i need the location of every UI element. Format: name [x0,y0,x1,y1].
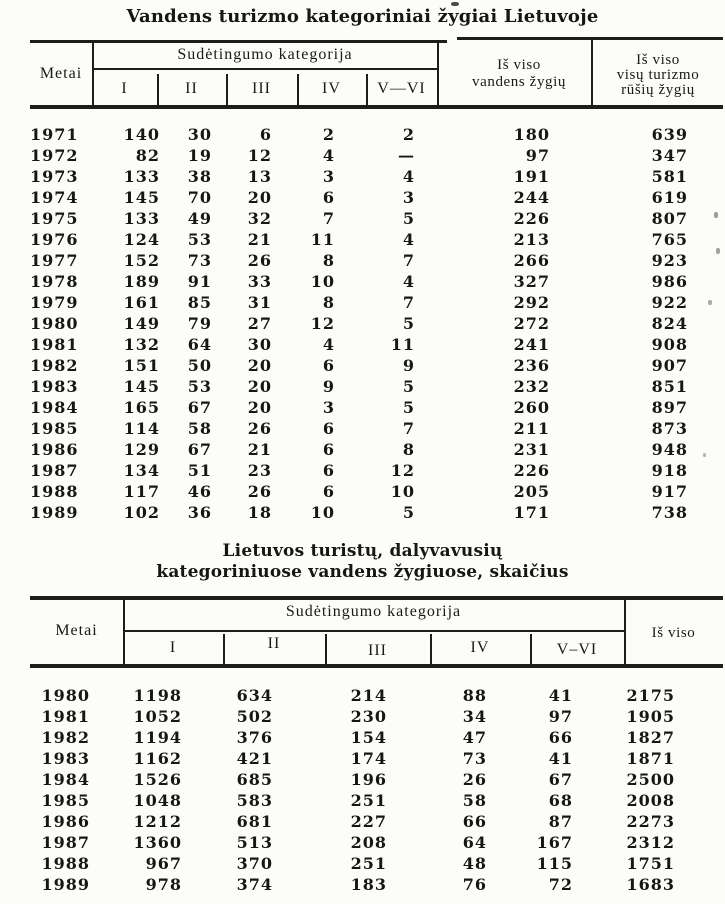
cell-category-5: 5 [402,398,415,417]
cell-category-5: 12 [390,461,415,480]
cell-total-all: 873 [651,419,688,438]
cell-category-4: 3 [322,398,335,417]
cell-category-4: 6 [322,356,335,375]
cell-total-water: 236 [513,356,550,375]
cell-year: 1974 [30,188,79,207]
cell-total-all: 986 [651,272,688,291]
cell-category-1: 82 [135,146,160,165]
cell-year: 1987 [30,461,79,480]
cell-total-all: 581 [651,167,688,186]
cell-category-5: — [398,146,415,165]
cell-category-1: 114 [123,419,160,438]
cell-category-3: 20 [247,377,272,396]
cell-category-1: 1052 [133,707,182,726]
cell-category-1: 165 [123,398,160,417]
cell-category-2: 38 [187,167,212,186]
table-row [0,397,725,418]
table1-total-water-header-line: Iš viso [497,57,541,73]
cell-category-4: 6 [322,188,335,207]
cell-category-5: 9 [402,356,415,375]
cell-total-all: 897 [651,398,688,417]
cell-category-1: 133 [123,167,160,186]
cell-year: 1984 [41,770,90,789]
cell-year: 1980 [41,686,90,705]
cell-category-3: 32 [247,209,272,228]
cell-category-3: 196 [350,770,387,789]
cell-category-3: 30 [247,335,272,354]
cell-category-2: 64 [187,335,212,354]
cell-year: 1973 [30,167,79,186]
cell-category-1: 145 [123,377,160,396]
cell-category-2: 421 [236,749,273,768]
table-row [0,334,725,355]
cell-total-water: 191 [513,167,550,186]
table1-total-water-header-line: vandens žygių [471,74,567,90]
table1-subcolumn-header: V—VI [377,80,426,97]
cell-year: 1988 [41,854,90,873]
cell-category-3: 214 [350,686,387,705]
table-row [0,313,725,334]
cell-total: 2175 [626,686,675,705]
cell-category-5: 5 [402,209,415,228]
cell-category-4: 88 [462,686,487,705]
cell-category-5: 87 [548,812,573,831]
cell-category-2: 58 [187,419,212,438]
table-row [0,748,725,769]
cell-category-4: 4 [322,335,335,354]
cell-total-water: 241 [513,335,550,354]
scan-artifact [716,248,720,254]
cell-category-4: 6 [322,419,335,438]
cell-category-4: 58 [462,791,487,810]
scan-artifact [451,2,459,6]
table1-title: Vandens turizmo kategoriniai žygiai Lietuvoje [126,6,599,27]
table1-category-group-header: Sudėtingumo kategorija [177,46,353,63]
table-row [0,874,725,895]
cell-total-all: 639 [651,125,688,144]
cell-category-3: 26 [247,419,272,438]
cell-total: 2312 [626,833,675,852]
scan-artifact [703,453,706,457]
cell-total: 2273 [626,812,675,831]
cell-total-water: 226 [513,461,550,480]
cell-category-2: 19 [187,146,212,165]
table2-subcolumn-header: III [368,642,387,659]
cell-total-all: 908 [651,335,688,354]
cell-category-3: 33 [247,272,272,291]
cell-total-water: 260 [513,398,550,417]
table-row [0,166,725,187]
cell-total-all: 948 [651,440,688,459]
cell-category-4: 26 [462,770,487,789]
cell-category-4: 4 [322,146,335,165]
table1-total-all-header-line: visų turizmo [616,67,700,83]
cell-total-water: 213 [513,230,550,249]
cell-category-4: 6 [322,461,335,480]
cell-total-water: 205 [513,482,550,501]
cell-year: 1989 [30,503,79,522]
table1-top-border-right [457,37,723,40]
cell-category-5: 41 [548,749,573,768]
cell-category-5: 4 [402,272,415,291]
table-row [0,853,725,874]
cell-total-water: 272 [513,314,550,333]
cell-category-2: 374 [236,875,273,894]
table-row [0,292,725,313]
cell-category-5: 67 [548,770,573,789]
cell-category-4: 47 [462,728,487,747]
cell-category-1: 129 [123,440,160,459]
cell-total-all: 917 [651,482,688,501]
cell-category-2: 53 [187,377,212,396]
table-row [0,376,725,397]
cell-category-4: 7 [322,209,335,228]
table-row [0,124,725,145]
cell-category-5: 97 [548,707,573,726]
cell-category-5: 7 [402,251,415,270]
table-row [0,145,725,166]
cell-total-water: 97 [525,146,550,165]
cell-category-3: 230 [350,707,387,726]
cell-category-2: 681 [236,812,273,831]
cell-total-water: 266 [513,251,550,270]
cell-total-all: 347 [651,146,688,165]
table2-subcolumn-header: IV [470,639,490,656]
cell-category-1: 132 [123,335,160,354]
cell-category-2: 79 [187,314,212,333]
cell-category-5: 72 [548,875,573,894]
cell-category-3: 21 [247,230,272,249]
cell-category-3: 20 [247,356,272,375]
table-row [0,727,725,748]
cell-category-4: 64 [462,833,487,852]
cell-total-water: 292 [513,293,550,312]
table1-subcolumn-header: III [252,80,271,97]
cell-category-5: 5 [402,503,415,522]
cell-category-4: 48 [462,854,487,873]
cell-category-3: 31 [247,293,272,312]
table-row [0,706,725,727]
table-row [0,439,725,460]
cell-category-2: 634 [236,686,273,705]
cell-total-water: 231 [513,440,550,459]
cell-category-5: 41 [548,686,573,705]
table2-subcolumn-header: I [169,639,177,656]
cell-category-4: 66 [462,812,487,831]
cell-year: 1978 [30,272,79,291]
cell-category-4: 8 [322,293,335,312]
cell-total-all: 851 [651,377,688,396]
cell-category-5: 68 [548,791,573,810]
table-row [0,811,725,832]
cell-year: 1971 [30,125,79,144]
cell-category-2: 70 [187,188,212,207]
cell-category-5: 5 [402,377,415,396]
cell-category-1: 1198 [133,686,182,705]
table2-header-bottom-border [30,664,723,668]
cell-category-1: 102 [123,503,160,522]
cell-category-4: 8 [322,251,335,270]
cell-category-4: 76 [462,875,487,894]
cell-category-1: 1162 [133,749,182,768]
table-row [0,250,725,271]
cell-category-1: 1212 [133,812,182,831]
cell-year: 1977 [30,251,79,270]
cell-total-water: 232 [513,377,550,396]
cell-category-1: 1360 [133,833,182,852]
cell-category-5: 11 [390,335,415,354]
cell-category-5: 4 [402,230,415,249]
cell-year: 1987 [41,833,90,852]
cell-category-5: 7 [402,293,415,312]
cell-total: 1871 [626,749,675,768]
cell-total-water: 171 [513,503,550,522]
table-row [0,355,725,376]
cell-category-2: 583 [236,791,273,810]
cell-year: 1983 [30,377,79,396]
cell-total: 2500 [626,770,675,789]
cell-category-4: 6 [322,482,335,501]
table2-body [0,685,725,895]
table1-category-group-underline [94,68,437,70]
table1-subcolumn-header: I [121,80,128,97]
cell-category-1: 117 [123,482,160,501]
table1-header-bottom-border [30,105,723,109]
cell-category-2: 49 [187,209,212,228]
cell-total-all: 738 [651,503,688,522]
cell-year: 1972 [30,146,79,165]
cell-category-4: 12 [310,314,335,333]
cell-category-2: 513 [236,833,273,852]
cell-total-all: 907 [651,356,688,375]
cell-category-5: 4 [402,167,415,186]
cell-category-1: 161 [123,293,160,312]
table-row [0,481,725,502]
cell-category-3: 27 [247,314,272,333]
cell-category-3: 12 [247,146,272,165]
cell-category-3: 251 [350,791,387,810]
table-row [0,271,725,292]
cell-category-4: 10 [310,272,335,291]
cell-category-3: 20 [247,398,272,417]
cell-category-5: 2 [402,125,415,144]
cell-category-5: 5 [402,314,415,333]
cell-category-5: 115 [536,854,573,873]
cell-total-all: 922 [651,293,688,312]
cell-category-1: 1194 [133,728,182,747]
table-row [0,418,725,439]
cell-total: 1683 [626,875,675,894]
cell-category-2: 67 [187,398,212,417]
cell-category-3: 23 [247,461,272,480]
cell-year: 1975 [30,209,79,228]
table-row [0,790,725,811]
cell-total-all: 765 [651,230,688,249]
cell-year: 1976 [30,230,79,249]
table1-body [0,124,725,523]
cell-category-1: 133 [123,209,160,228]
cell-category-2: 73 [187,251,212,270]
cell-category-1: 152 [123,251,160,270]
scan-artifact [708,300,712,305]
table1-year-header: Metai [39,65,83,82]
cell-category-4: 11 [310,230,335,249]
cell-category-4: 2 [322,125,335,144]
cell-total: 1751 [626,854,675,873]
cell-category-1: 967 [145,854,182,873]
cell-category-2: 502 [236,707,273,726]
cell-category-4: 10 [310,503,335,522]
table2-year-header: Metai [55,622,98,639]
cell-category-5: 167 [536,833,573,852]
cell-category-2: 91 [187,272,212,291]
cell-year: 1982 [41,728,90,747]
cell-category-3: 183 [350,875,387,894]
cell-total-water: 327 [513,272,550,291]
cell-category-5: 66 [548,728,573,747]
cell-year: 1984 [30,398,79,417]
cell-category-3: 26 [247,251,272,270]
table2-title-line: kategoriniuose vandens žygiuose, skaičius [156,562,569,582]
cell-year: 1982 [30,356,79,375]
cell-total: 1827 [626,728,675,747]
cell-category-4: 3 [322,167,335,186]
table1-subcolumn-header: II [185,80,198,97]
cell-category-2: 30 [187,125,212,144]
cell-category-2: 51 [187,461,212,480]
cell-category-1: 134 [123,461,160,480]
table-row [0,502,725,523]
cell-year: 1983 [41,749,90,768]
cell-category-2: 36 [187,503,212,522]
cell-total-all: 918 [651,461,688,480]
cell-category-2: 685 [236,770,273,789]
cell-category-3: 208 [350,833,387,852]
cell-total-water: 226 [513,209,550,228]
cell-year: 1985 [30,419,79,438]
cell-category-1: 140 [123,125,160,144]
cell-category-1: 145 [123,188,160,207]
table-row [0,229,725,250]
cell-year: 1988 [30,482,79,501]
cell-year: 1986 [41,812,90,831]
table-row [0,187,725,208]
cell-category-1: 978 [145,875,182,894]
table2-top-border [30,596,723,600]
cell-category-3: 6 [259,125,272,144]
cell-total-all: 923 [651,251,688,270]
cell-category-2: 376 [236,728,273,747]
cell-category-4: 6 [322,440,335,459]
cell-category-2: 53 [187,230,212,249]
table-row [0,769,725,790]
cell-category-2: 46 [187,482,212,501]
table1-subcolumn-header: IV [322,80,341,97]
scan-artifact [714,212,718,218]
cell-category-1: 1048 [133,791,182,810]
cell-total-all: 824 [651,314,688,333]
table-row [0,208,725,229]
cell-category-5: 7 [402,419,415,438]
cell-category-2: 85 [187,293,212,312]
cell-category-5: 10 [390,482,415,501]
table-row [0,460,725,481]
cell-year: 1985 [41,791,90,810]
table2-category-group-header: Sudėtingumo kategorija [285,603,462,620]
cell-total-all: 807 [651,209,688,228]
cell-total-water: 180 [513,125,550,144]
cell-category-3: 21 [247,440,272,459]
cell-total: 2008 [626,791,675,810]
cell-category-2: 50 [187,356,212,375]
cell-total-water: 244 [513,188,550,207]
cell-category-3: 26 [247,482,272,501]
cell-total-all: 619 [651,188,688,207]
cell-category-1: 189 [123,272,160,291]
cell-category-4: 73 [462,749,487,768]
cell-category-1: 1526 [133,770,182,789]
cell-year: 1979 [30,293,79,312]
cell-category-3: 174 [350,749,387,768]
table2-subcolumn-header: V–VI [556,641,598,658]
cell-category-1: 124 [123,230,160,249]
table1-total-all-header-line: Iš viso [636,52,680,68]
cell-year: 1989 [41,875,90,894]
cell-category-4: 9 [322,377,335,396]
table2-subcolumn-header: II [267,635,281,652]
cell-category-4: 34 [462,707,487,726]
cell-category-3: 18 [247,503,272,522]
cell-category-5: 8 [402,440,415,459]
cell-category-3: 227 [350,812,387,831]
cell-category-1: 151 [123,356,160,375]
cell-category-5: 3 [402,188,415,207]
cell-category-3: 20 [247,188,272,207]
cell-category-3: 13 [247,167,272,186]
cell-total: 1905 [626,707,675,726]
table-row [0,832,725,853]
cell-year: 1981 [41,707,90,726]
cell-year: 1986 [30,440,79,459]
cell-category-2: 67 [187,440,212,459]
cell-total-water: 211 [513,419,550,438]
table2-category-group-underline [125,630,624,632]
cell-category-2: 370 [236,854,273,873]
cell-category-1: 149 [123,314,160,333]
cell-year: 1980 [30,314,79,333]
cell-category-3: 154 [350,728,387,747]
table2-total-header: Iš viso [651,625,696,641]
table2-title-line: Lietuvos turistų, dalyvavusių [222,541,503,561]
table-row [0,685,725,706]
cell-category-3: 251 [350,854,387,873]
table1-total-all-header-line: rūšių žygių [621,82,695,98]
cell-year: 1981 [30,335,79,354]
